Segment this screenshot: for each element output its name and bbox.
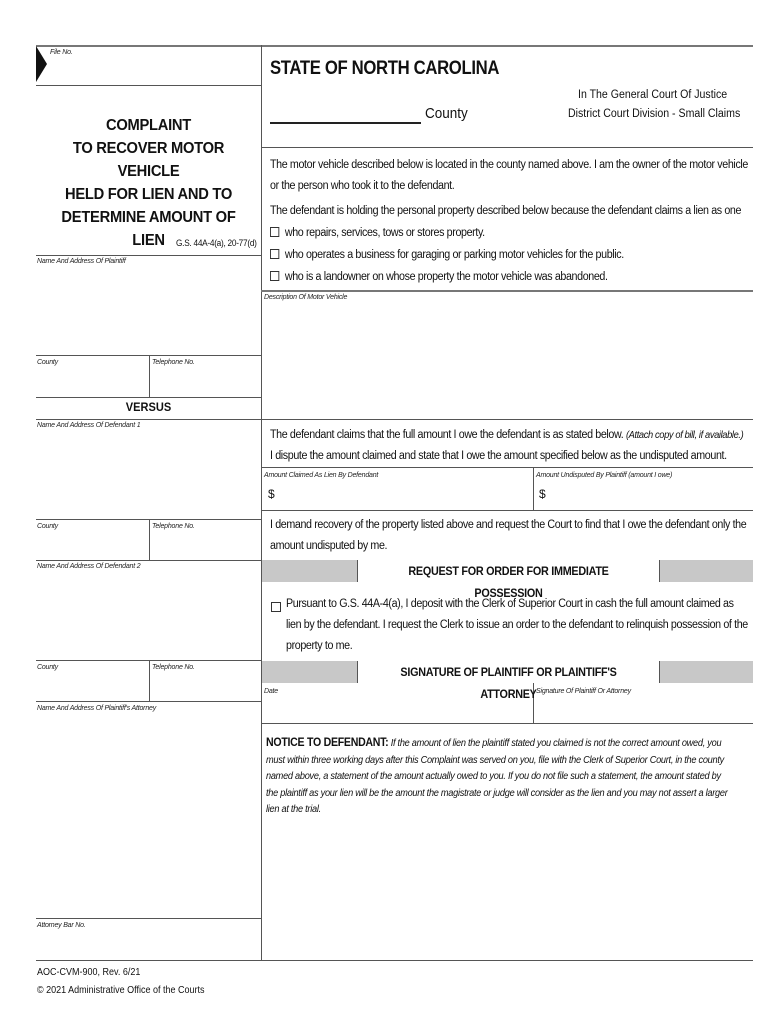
notice-line: the plaintiff as your lien will be the amount the magistrate or judge will consider as the lien and you may not assert a larger — [266, 787, 728, 799]
rule — [261, 467, 753, 468]
possession-line: lien by the defendant. I request the Clerk to issue an order to the defendant to relinquish possession of the — [286, 619, 748, 631]
attorney-label: Name And Address Of Plaintiff's Attorney — [37, 705, 157, 712]
defendant1-field[interactable] — [37, 432, 259, 518]
vehicle-description-field[interactable] — [264, 305, 750, 417]
claimed-amount-label: Amount Claimed As Lien By Defendant — [264, 472, 379, 479]
rule — [533, 467, 534, 511]
defendant2-telephone-label: Telephone No. — [152, 664, 195, 671]
rule — [261, 147, 753, 148]
title-line: DETERMINE AMOUNT OF LIEN — [61, 209, 236, 249]
county-word: County — [425, 105, 468, 122]
undisputed-amount-label: Amount Undisputed By Plaintiff (amount I owe) — [536, 472, 673, 479]
form-title — [36, 114, 261, 252]
rule — [36, 397, 261, 398]
rule — [261, 290, 753, 292]
file-no-field[interactable] — [48, 60, 258, 84]
undisputed-dollar-sign: $ — [539, 487, 546, 501]
plaintiff-label: Name And Address Of Plaintiff — [37, 258, 126, 265]
rule — [261, 419, 753, 420]
option3-checkbox[interactable] — [270, 271, 279, 281]
form-number: AOC-CVM-900, Rev. 6/21 — [37, 967, 141, 978]
rule — [149, 519, 150, 560]
court-line1: In The General Court Of Justice — [578, 89, 728, 101]
demand-line: I demand recovery of the property listed above and request the Court to find that I owe the defendant only the — [270, 519, 747, 531]
intro-line: or the person who took it to the defendant. — [270, 180, 455, 192]
option1-checkbox[interactable] — [270, 227, 279, 237]
possession-line: property to me. — [286, 640, 353, 652]
possession-checkbox[interactable] — [271, 598, 287, 616]
rule — [261, 510, 753, 511]
rule — [149, 355, 150, 398]
plaintiff-field[interactable] — [37, 268, 259, 354]
file-no-label: File No. — [50, 49, 73, 56]
versus-heading: VERSUS — [125, 400, 172, 414]
attorney-field[interactable] — [37, 715, 259, 915]
rule — [36, 918, 261, 919]
county-line[interactable] — [270, 122, 421, 124]
lien-option: who is a landowner on whose property the motor vehicle was abandoned. — [270, 266, 754, 288]
undisputed-amount-field[interactable] — [549, 484, 749, 506]
defendant2-field[interactable] — [37, 573, 259, 659]
date-field[interactable] — [264, 699, 530, 721]
date-label: Date — [264, 688, 278, 695]
corner-marker — [36, 46, 47, 82]
defendant1-county-label: County — [37, 523, 58, 530]
title-line: COMPLAINT — [105, 117, 192, 134]
statute-reference: G.S. 44A-4(a), 20-77(d) — [176, 238, 257, 248]
demand-line: amount undisputed by me. — [270, 540, 388, 552]
state-title: STATE OF NORTH CAROLINA — [270, 58, 500, 79]
notice-to-defendant — [266, 735, 749, 819]
lien-option: who repairs, services, tows or stores property. — [270, 222, 754, 244]
copyright: © 2021 Administrative Office of the Courts — [37, 985, 205, 996]
notice-line: lien at the trial. — [266, 804, 321, 815]
possession-header: REQUEST FOR ORDER FOR IMMEDIATE POSSESSION — [357, 560, 660, 582]
rule — [36, 85, 261, 86]
rule — [149, 660, 150, 701]
claim-text — [270, 425, 754, 467]
column-divider — [261, 45, 262, 960]
court-line2: District Court Division - Small Claims — [568, 108, 741, 120]
intro-line: The motor vehicle described below is located in the county named above. I am the owner of the motor vehicle — [270, 159, 749, 171]
plaintiff-telephone-label: Telephone No. — [152, 359, 195, 366]
rule — [36, 560, 261, 561]
plaintiff-county-label: County — [37, 359, 58, 366]
claim-line: I dispute the amount claimed and state that I owe the amount specified below as the undisputed amount. — [270, 450, 727, 462]
defendant2-county-label: County — [37, 664, 58, 671]
signature-header: SIGNATURE OF PLAINTIFF OR PLAINTIFF'S ATTORNEY — [357, 661, 660, 683]
rule — [36, 255, 261, 256]
intro-section — [270, 155, 754, 288]
rule — [36, 701, 261, 702]
notice-line: named above, a statement of the amount actually owed to you. If you do not file such a statement, the amount stated by — [266, 771, 721, 782]
signature-field[interactable] — [536, 699, 750, 721]
defendant2-label: Name And Address Of Defendant 2 — [37, 563, 141, 570]
title-line: HELD FOR LIEN AND TO — [64, 186, 233, 203]
vehicle-description-label: Description Of Motor Vehicle — [264, 294, 348, 301]
top-rule — [36, 45, 753, 47]
possession-line: Pursuant to G.S. 44A-4(a), I deposit with the Clerk of Superior Court in cash the full amount claimed as — [286, 598, 734, 610]
defendant1-label: Name And Address Of Defendant 1 — [37, 422, 141, 429]
claim-line: The defendant claims that the full amount I owe the defendant is as stated below. (Attach copy of bill, if available.) — [270, 429, 744, 441]
notice-line: NOTICE TO DEFENDANT: If the amount of lien the plaintiff stated you claimed is not the correct amount owed, you — [266, 737, 722, 749]
attorney-bar-label: Attorney Bar No. — [37, 922, 86, 929]
lien-option: who operates a business for garaging or parking motor vehicles for the public. — [270, 244, 754, 266]
defendant1-telephone-label: Telephone No. — [152, 523, 195, 530]
bottom-rule — [36, 960, 753, 961]
claimed-dollar-sign: $ — [268, 487, 275, 501]
notice-line: must within three working days after this Complaint was served on you, file with the Clerk of Superior Court, in the county — [266, 754, 724, 766]
intro-line: The defendant is holding the personal property described below because the defendant claims a lien as one — [270, 205, 742, 217]
rule — [36, 419, 261, 420]
claimed-amount-field[interactable] — [278, 484, 528, 506]
demand-text — [270, 515, 754, 557]
title-line: TO RECOVER MOTOR VEHICLE — [72, 140, 225, 180]
option2-checkbox[interactable] — [270, 249, 279, 259]
rule — [261, 723, 753, 724]
possession-text — [286, 594, 751, 657]
signature-label: Signature Of Plaintiff Or Attorney — [536, 688, 631, 695]
